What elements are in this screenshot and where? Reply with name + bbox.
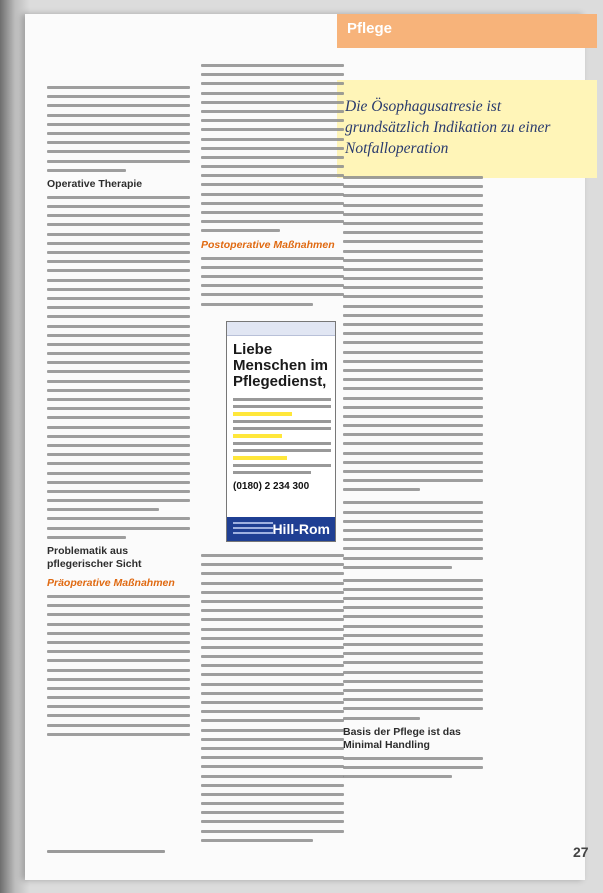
ad-phone: (0180) 2 234 300 bbox=[233, 481, 310, 492]
column-2-continued bbox=[201, 554, 344, 848]
section-header-tab bbox=[337, 14, 597, 48]
advertisement bbox=[226, 321, 336, 542]
ad-footer bbox=[227, 517, 335, 541]
paragraph bbox=[47, 196, 190, 539]
ad-address bbox=[233, 522, 273, 524]
page-number: 27 bbox=[573, 844, 589, 860]
document-page bbox=[25, 14, 589, 880]
heading-problematik: Problematik aus pflegerischer Sicht bbox=[47, 545, 142, 570]
heading-postoperative: Postoperative Maßnahmen bbox=[201, 238, 335, 251]
pull-quote: Die Ösophagusatresie ist grundsätzlich Indikation zu einer Notfalloperation bbox=[337, 80, 597, 178]
paragraph bbox=[343, 501, 483, 568]
ad-headline: Liebe Menschen im Pflegedienst, bbox=[233, 341, 329, 390]
paragraph bbox=[47, 595, 190, 736]
paragraph bbox=[343, 757, 483, 778]
column-1 bbox=[47, 86, 190, 742]
paragraph bbox=[201, 554, 344, 842]
ad-body bbox=[227, 390, 335, 474]
column-2 bbox=[201, 64, 344, 312]
column-3 bbox=[343, 176, 483, 784]
paragraph bbox=[343, 579, 483, 720]
paragraph bbox=[343, 176, 483, 491]
ad-top-bar bbox=[227, 322, 335, 336]
paragraph bbox=[201, 257, 344, 306]
paragraph bbox=[201, 64, 344, 232]
footer-citation bbox=[47, 850, 165, 853]
ad-brand-logo: Hill-Rom bbox=[272, 521, 330, 537]
heading-praeoperative: Präoperative Maßnahmen bbox=[47, 577, 175, 589]
heading-operative-therapie: Operative Therapie bbox=[47, 177, 143, 190]
section-title: Pflege bbox=[347, 20, 393, 37]
heading-basis-der-pflege: Basis der Pflege ist das Minimal Handling bbox=[343, 725, 461, 751]
paragraph bbox=[47, 86, 190, 172]
